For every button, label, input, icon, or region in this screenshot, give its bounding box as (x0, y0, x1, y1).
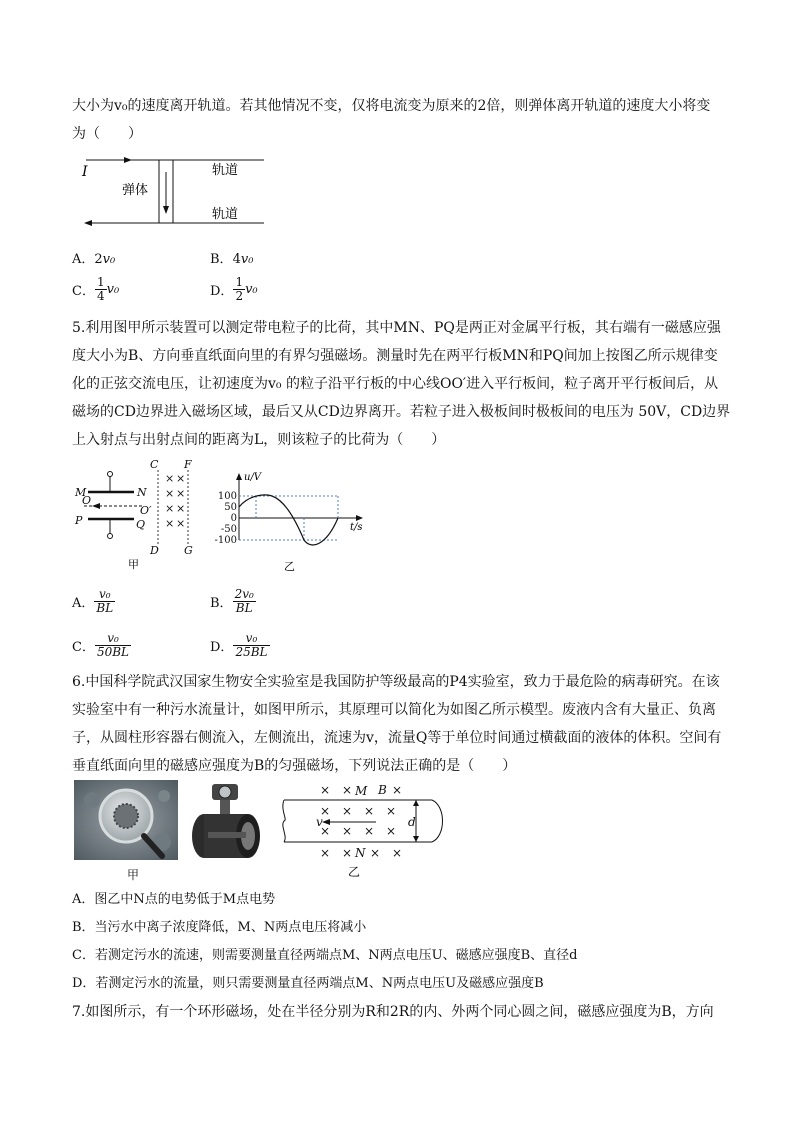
q5-text-line1: 5.利用图甲所示装置可以测定带电粒子的比荷，其中MN、PQ是两正对金属平行板，其右端有一磁感应强 (72, 320, 721, 336)
q6-pipe-figure (280, 780, 446, 880)
label-O: O (82, 494, 92, 507)
q4-option-a: A．2v₀ (72, 252, 116, 267)
cross-r3-1: × (320, 824, 331, 838)
label-C: C (150, 458, 159, 471)
q6-text-line3: 子，从圆柱形容器右侧流入，左侧流出，流速为v，流量Q等于单位时间通过横截面的液体的体积。空间有 (72, 730, 722, 746)
q5-option-a: A． $\frac{\text{v₀}}{BL}$ (72, 587, 114, 615)
current-label: I (82, 164, 88, 180)
q6-text-line2: 实验室中有一种污水流量计，如图甲所示，其原理可以简化为如图乙所示模型。废液内含有大量正、负离 (72, 702, 716, 718)
cross-r3-4: × (386, 824, 397, 838)
q5-figure-jia (70, 456, 205, 572)
q6-option-a: A．图乙中N点的电势低于M点电势 (72, 892, 276, 907)
cross-6: × (176, 502, 186, 515)
q5-text-line2: 度大小为B、方向垂直纸面向里的有界匀强磁场。测量时先在两平行板MN和PQ间加上按图乙所示规律变 (72, 348, 718, 364)
label-O-prime: O′ (140, 504, 152, 517)
q4-option-c: C． $\frac{1}{4}$ v₀ (72, 275, 120, 303)
q6-text-line1: 6.中国科学院武汉国家生物安全实验室是我国防护等级最高的P4实验室，致力于最危险的病毒研究。在该 (72, 674, 720, 690)
cross-8: × (176, 517, 186, 530)
y-axis-label: u/V (244, 472, 262, 483)
virus-magnifier-photo (74, 780, 178, 860)
cross-r1-1: × (320, 783, 331, 797)
q5-option-b: B． $\frac{\text{2v₀}}{BL}$ (210, 587, 254, 615)
q6-caption-yi: 乙 (348, 865, 361, 879)
q5-text-line3: 化的正弦交流电压，让初速度为v₀ 的粒子沿平行板的中心线OO′进入平行板间，粒子离开平行板间后，从 (72, 376, 719, 392)
label-D: D (150, 544, 159, 557)
cross-r3-3: × (364, 824, 375, 838)
tick-neg100: -100 (214, 535, 237, 546)
cross-r4-2: × (342, 846, 353, 860)
label-N: N (137, 486, 147, 499)
flowmeter-photo (184, 780, 266, 862)
cross-r4-1: × (320, 846, 331, 860)
label-P: P (75, 514, 83, 527)
q6-caption-jia: 甲 (127, 868, 140, 882)
q4-option-d: D． $\frac{1}{2}$ v₀ (210, 275, 258, 303)
tick-50: 50 (224, 502, 237, 513)
rail-bottom-label: 轨道 (212, 207, 239, 222)
cross-7: × (165, 517, 175, 530)
x-axis-label: t/s (350, 522, 363, 533)
q5-text-line4: 磁场的CD边界进入磁场区域，最后又从CD边界离开。若粒子进入极板间时极板间的电压为 50V，CD边界 (72, 404, 731, 420)
rail-top-label: 轨道 (212, 163, 239, 178)
q5-figure-yi (208, 470, 368, 576)
cross-r3-2: × (342, 824, 353, 838)
label-F: F (184, 458, 192, 471)
label-N: N (355, 846, 366, 860)
q5-option-d: D． $\frac{\text{v₀}}{25BL}$ (210, 631, 268, 659)
body-label: 弹体 (122, 183, 149, 198)
q6-option-c: C．若测定污水的流速，则需要测量直径两端点M、N两点电压U、磁感应强度B、直径d (72, 948, 578, 963)
tick-0: 0 (230, 513, 237, 524)
cross-r2-1: × (320, 804, 331, 818)
label-v: v (316, 815, 323, 829)
q6-text-line4: 垂直纸面向里的磁感应强度为B的匀强磁场，下列说法正确的是（ ） (72, 758, 517, 774)
q5-option-c: C． $\frac{\text{v₀}}{50BL}$ (72, 631, 130, 659)
cross-r2-3: × (364, 804, 375, 818)
label-Q: Q (136, 518, 146, 531)
tick-neg50: -50 (220, 524, 237, 535)
cross-r1-2: × (342, 783, 353, 797)
caption-jia: 甲 (128, 558, 139, 571)
cross-1: × (165, 472, 175, 485)
q7-text-line1: 7.如图所示，有一个环形磁场，处在半径分别为R和2R的内、外两个同心圆之间，磁感应强度为B，方向 (72, 1004, 714, 1020)
q4-option-b: B．4v₀ (210, 252, 254, 267)
cross-5: × (165, 502, 175, 515)
cross-r1-3: × (392, 783, 403, 797)
q4-text-line1: 大小为v₀的速度离开轨道。若其他情况不变，仅将电流变为原来的2倍，则弹体离开轨道的速度大小将变 (72, 98, 711, 114)
cross-r2-4: × (386, 804, 397, 818)
label-G: G (184, 544, 193, 557)
sine-curve (239, 495, 338, 545)
label-M: M (355, 784, 368, 798)
q5-text-line5: 上入射点与出射点间的距离为L，则该粒子的比荷为（ ） (72, 432, 446, 448)
label-d: d (408, 815, 416, 829)
cross-r2-2: × (342, 804, 353, 818)
q6-option-d: D．若测定污水的流量，则只需要测量直径两端点M、N两点电压U及磁感应强度B (72, 976, 544, 991)
q4-rail-figure (76, 150, 276, 230)
cross-4: × (176, 487, 186, 500)
tick-100: 100 (217, 491, 237, 502)
cross-r4-4: × (392, 846, 403, 860)
caption-yi: 乙 (284, 560, 295, 573)
label-M: M (75, 486, 87, 499)
label-B: B (378, 783, 387, 797)
cross-2: × (176, 472, 186, 485)
q4-text-line2: 为（ ） (72, 126, 142, 142)
cross-3: × (165, 487, 175, 500)
q6-option-b: B．当污水中离子浓度降低，M、N两点电压将减小 (72, 920, 367, 935)
cross-r4-3: × (370, 846, 381, 860)
